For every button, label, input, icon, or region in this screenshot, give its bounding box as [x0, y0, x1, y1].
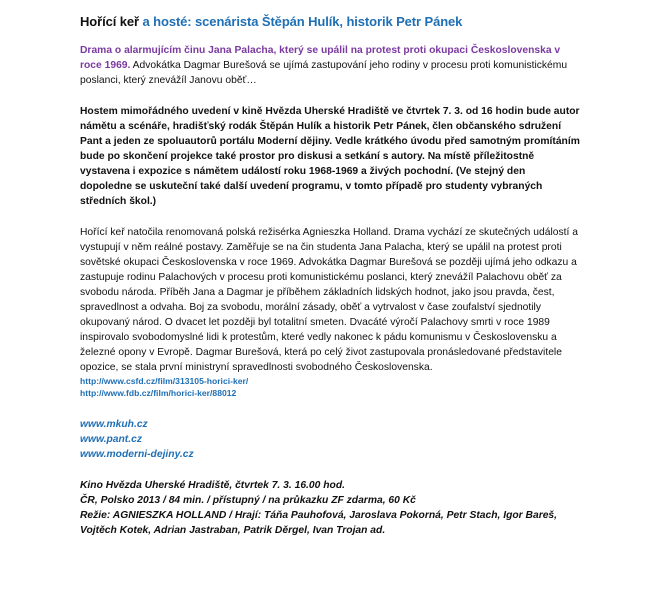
- article: [80, 14, 580, 538]
- fdb-link[interactable]: http://www.fdb.cz/film/horici-ker/88012: [80, 388, 237, 398]
- moderni-dejiny-link[interactable]: www.moderni-dejiny.cz: [80, 449, 194, 460]
- title-film-name: Hořící keř: [80, 14, 139, 29]
- mkuh-link[interactable]: www.mkuh.cz: [80, 419, 148, 430]
- csfd-link[interactable]: http://www.csfd.cz/film/313105-horici-ker/: [80, 376, 249, 386]
- pant-link[interactable]: www.pant.cz: [80, 434, 142, 445]
- lead-rest: Advokátka Dagmar Burešová se ujímá zastupování jeho rodiny v procesu proti komunistickému poslanci, který znevážíl Janovu oběť…: [80, 60, 568, 86]
- lead-highlight: Drama o alarmujícím činu Jana Palacha, který se upálil na protest proti okupaci Československa v roce 1969.: [80, 45, 561, 71]
- screening-details: ČR, Polsko 2013 / 84 min. / přístupný / na průkazku ZF zdarma, 60 Kč: [80, 495, 416, 506]
- screening-credits: Režie: AGNIESZKA HOLLAND / Hrají: Táňa Pauhofová, Jaroslava Pokorná, Petr Stach, Igor Bareš, Vojtěch Kotek, Adrian Jastraban, Patrik Děrgel, Ivan Trojan ad.: [80, 510, 558, 536]
- event-announcement: Hostem mimořádného uvedení v kině Hvězda Uherské Hradiště ve čtvrtek 7. 3. od 16 hodin bude autor námětu a scénáře, hradišťský rodák Štěpán Hulík a historik Petr Pánek, člen občanského sdružení Pant a jeden ze spoluautorů portálu Moderní dějiny. Vedle krátkého úvodu před samotným promítáním bude po skončení projekce také prostor pro diskusi a setkání s autory. Na místě příležitostně vystavena i expozice s námětem událostí roku 1968-1969 a živých pochodní. (Ve stejný den dopoledne se uskuteční také další uvedení programu, v tomto případě pro studenty vybraných středních škol.): [80, 106, 580, 207]
- screening-venue-time: Kino Hvězda Uherské Hradiště, čtvrtek 7. 3. 16.00 hod.: [80, 480, 345, 491]
- lead-paragraph: [80, 43, 580, 88]
- article-title: [80, 14, 580, 29]
- organizer-sites: [80, 417, 580, 462]
- film-database-links: [80, 375, 580, 399]
- screening-info: [80, 478, 580, 538]
- film-description: Hořící keř natočila renomovaná polská režisérka Agnieszka Holland. Drama vychází ze skutečných událostí a vystupují v něm reálné postavy. Zaměřuje se na čin studenta Jana Palacha, který se upálil na protest proti sovětské okupaci Československa v roce 1969. Advokátka Dagmar Burešová se později ujímá jeho odkazu a zastupuje rodinu Palachových v procesu proti komunistickému poslanci, který znevážíl Palachovu oběť za svobodu národa. Příběh Jana a Dagmar je příběhem základních lidských hodnot, jako jsou pravda, čest, spravedlnost a odvaha. Boj za svobodu, morální zásady, oběť a vytrvalost v čase zoufalství sjednotily okupovaný národ. O dvacet let později byl totalitní smeten. Dvacáté výročí Palachovy smrti v roce 1989 inspirovalo svobodomyslné lidi k protestům, které vedly nakonec k pádu komunismu v Československu a železné opony v Evropě. Dagmar Burešová, která po celý život zastupovala pronásledované představitele opozice, se stala první ministryní spravedlnosti svobodného Československa.: [80, 227, 578, 373]
- title-guests: a hosté: scenárista Štěpán Hulík, historik Petr Pánek: [138, 14, 463, 29]
